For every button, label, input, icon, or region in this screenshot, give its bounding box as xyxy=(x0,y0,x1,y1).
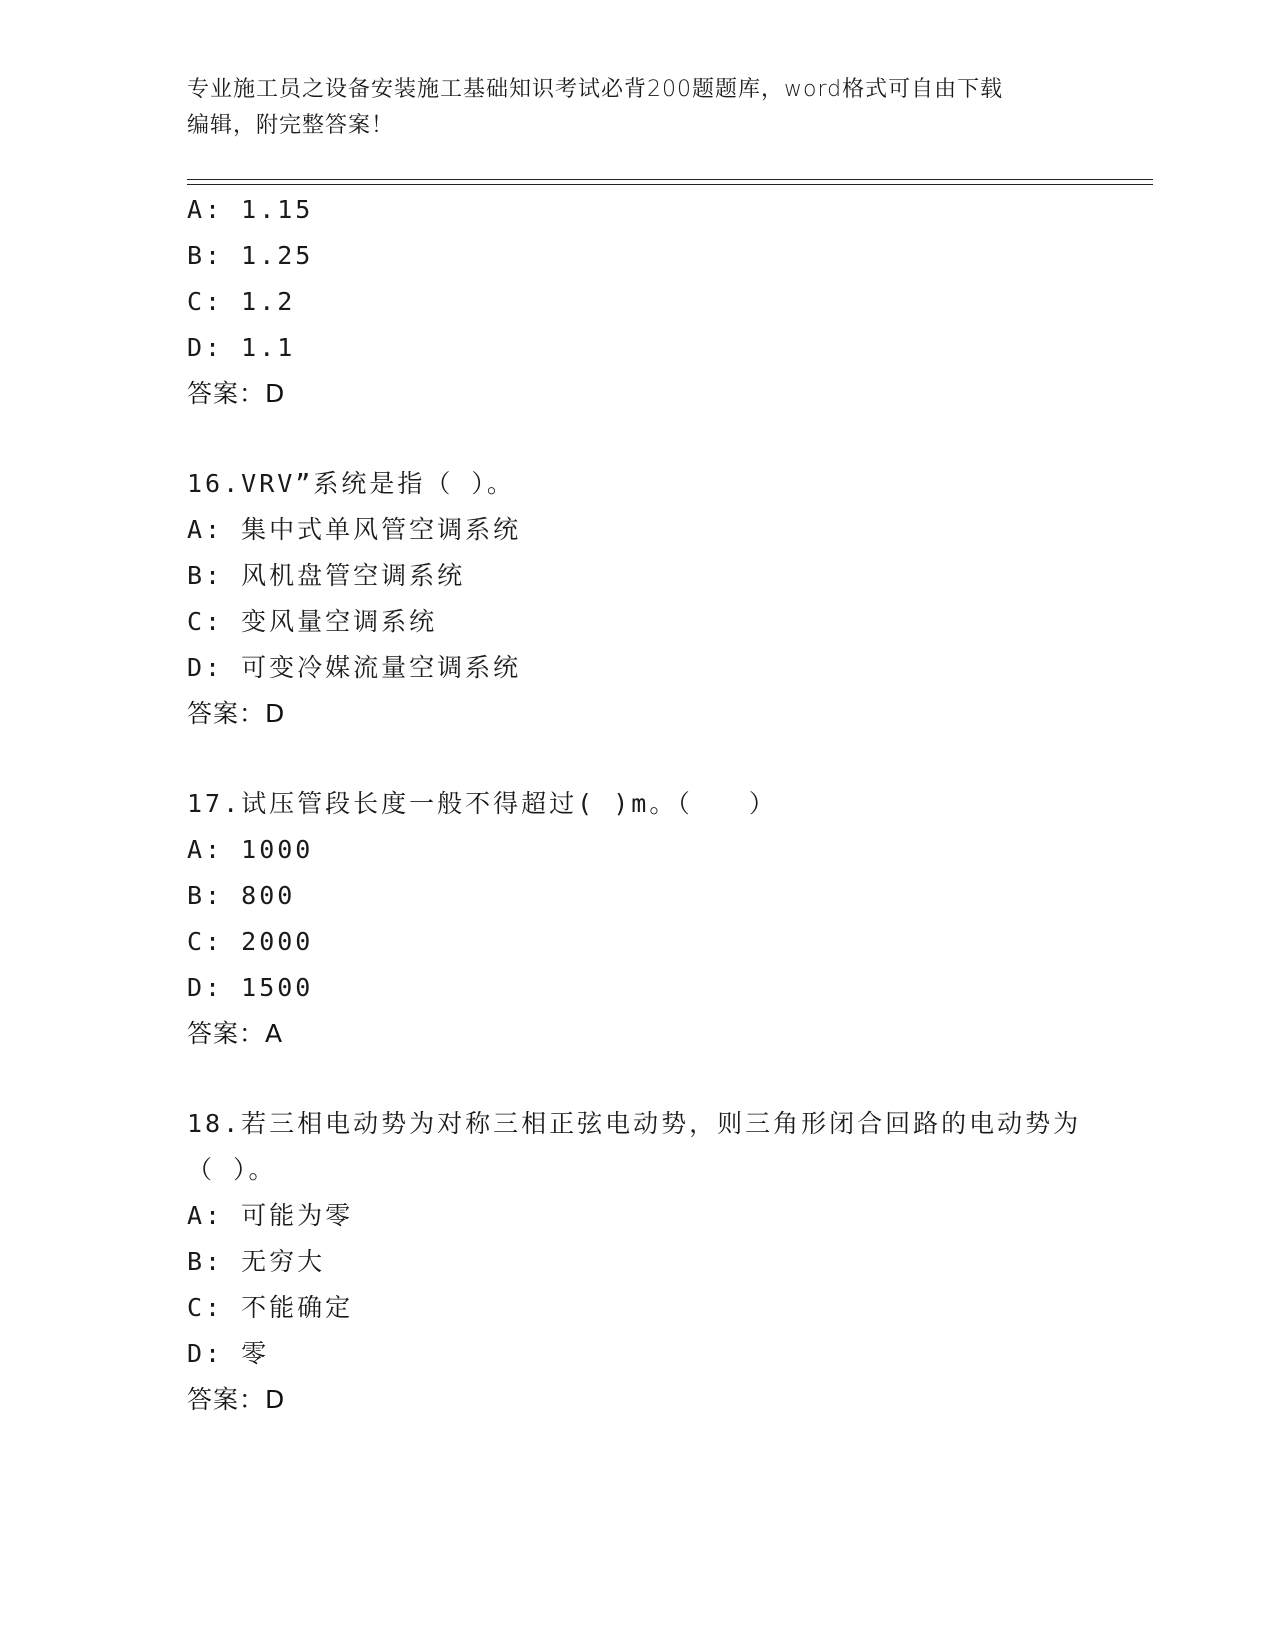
document-header xyxy=(187,72,1067,144)
option-b: B: 1.25 xyxy=(187,241,314,270)
option-a: A: 可能为零 xyxy=(187,1201,354,1230)
option-c: C: 2000 xyxy=(187,927,314,956)
option-d: D: 可变冷媒流量空调系统 xyxy=(187,653,522,682)
question-block-18 xyxy=(187,1101,1087,1423)
header-divider-bottom xyxy=(187,184,1153,185)
option-b: B: 风机盘管空调系统 xyxy=(187,561,466,590)
answer-line: 答案：D xyxy=(187,379,286,408)
option-c: C: 1.2 xyxy=(187,287,296,316)
option-d: D: 1.1 xyxy=(187,333,296,362)
question-block-partial xyxy=(187,187,1087,417)
question-list xyxy=(187,187,1087,1423)
header-title-line-2: 编辑，附完整答案！ xyxy=(187,113,395,138)
option-b: B: 800 xyxy=(187,881,296,910)
question-block-17 xyxy=(187,781,1087,1057)
option-c: C: 变风量空调系统 xyxy=(187,607,438,636)
header-divider-top xyxy=(187,179,1153,180)
answer-line: 答案：D xyxy=(187,699,286,728)
option-d: D: 零 xyxy=(187,1339,270,1368)
answer-line: 答案：D xyxy=(187,1385,286,1414)
option-b: B: 无穷大 xyxy=(187,1247,326,1276)
question-stem: 18.若三相电动势为对称三相正弦电动势，则三角形闭合回路的电动势为（ ）。 xyxy=(187,1109,1082,1184)
question-stem: 17.试压管段长度一般不得超过( )m。（ ） xyxy=(187,789,777,818)
option-a: A: 1.15 xyxy=(187,195,314,224)
option-a: A: 集中式单风管空调系统 xyxy=(187,515,522,544)
option-d: D: 1500 xyxy=(187,973,314,1002)
answer-line: 答案：A xyxy=(187,1019,284,1048)
question-block-16 xyxy=(187,461,1087,737)
question-stem: 16.VRV”系统是指（ ）。 xyxy=(187,469,515,498)
option-a: A: 1000 xyxy=(187,835,314,864)
header-title-line-1: 专业施工员之设备安装施工基础知识考试必背200题题库，word格式可自由下载 xyxy=(187,77,1004,102)
option-c: C: 不能确定 xyxy=(187,1293,354,1322)
